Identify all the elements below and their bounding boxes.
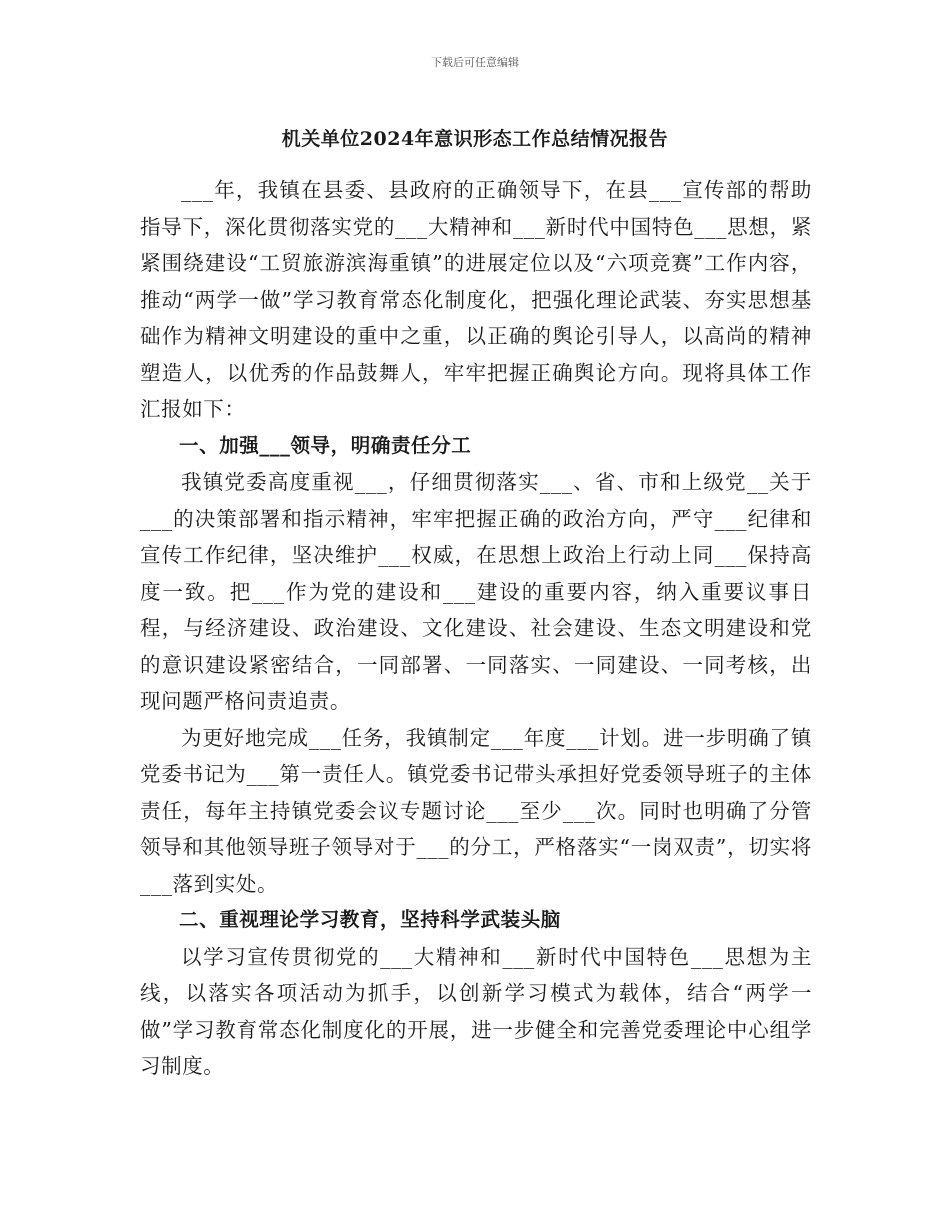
- section-heading-2: 二、重视理论学习教育，坚持科学武装头脑: [179, 908, 561, 931]
- paragraph-intro: ___年，我镇在县委、县政府的正确领导下，在县___宣传部的帮助指导下，深化贯彻落实党的___大精神和___新时代中国特色___思想，紧紧围绕建设“工贸旅游滨海重镇”的进展定位以及“六项竞赛”工作内容，推动“两学一做”学习教育常态化制度化，把强化理论武装、夯实思想基础作为精神文明建设的重中之重，以正确的舆论引导人，以高尚的精神塑造人，以优秀的作品鼓舞人，牢牢把握正确舆论方向。现将具体工作汇报如下：: [140, 178, 812, 421]
- paragraph-section2-a: 以学习宣传贯彻党的___大精神和___新时代中国特色___思想为主线，以落实各项活动为抓手，以创新学习模式为载体，结合“两学一做”学习教育常态化制度化的开展，进一步健全和完善党委理论中心组学习制度。: [140, 944, 812, 1078]
- paragraph-section1-b: 为更好地完成___任务，我镇制定___年度___计划。进一步明确了镇党委书记为___第一责任人。镇党委书记带头承担好党委领导班子的主体责任，每年主持镇党委会议专题讨论___至少___次。同时也明确了分管领导和其他领导班子领导对于___的分工，严格落实“一岗双责”，切实将___落到实处。: [140, 725, 812, 896]
- section-heading-1: 一、加强___领导，明确责任分工: [179, 433, 472, 457]
- paragraph-section1-a: 我镇党委高度重视___，仔细贯彻落实___、省、市和上级党__关于___的决策部署和指示精神，牢牢把握正确的政治方向，严守___纪律和宣传工作纪律，坚决维护___权威，在思想上政治上行动上同___保持高度一致。把___作为党的建设和___建设的重要内容，纳入重要议事日程，与经济建设、政治建设、文化建设、社会建设、生态文明建设和党的意识建设紧密结合，一同部署、一同落实、一同建设、一同考核，出现问题严格问责追责。: [140, 470, 812, 713]
- document-title: 机关单位2024年意识形态工作总结情况报告: [281, 128, 669, 150]
- document-body: [140, 172, 812, 1085]
- header-note: 下载后可任意编辑: [431, 56, 519, 69]
